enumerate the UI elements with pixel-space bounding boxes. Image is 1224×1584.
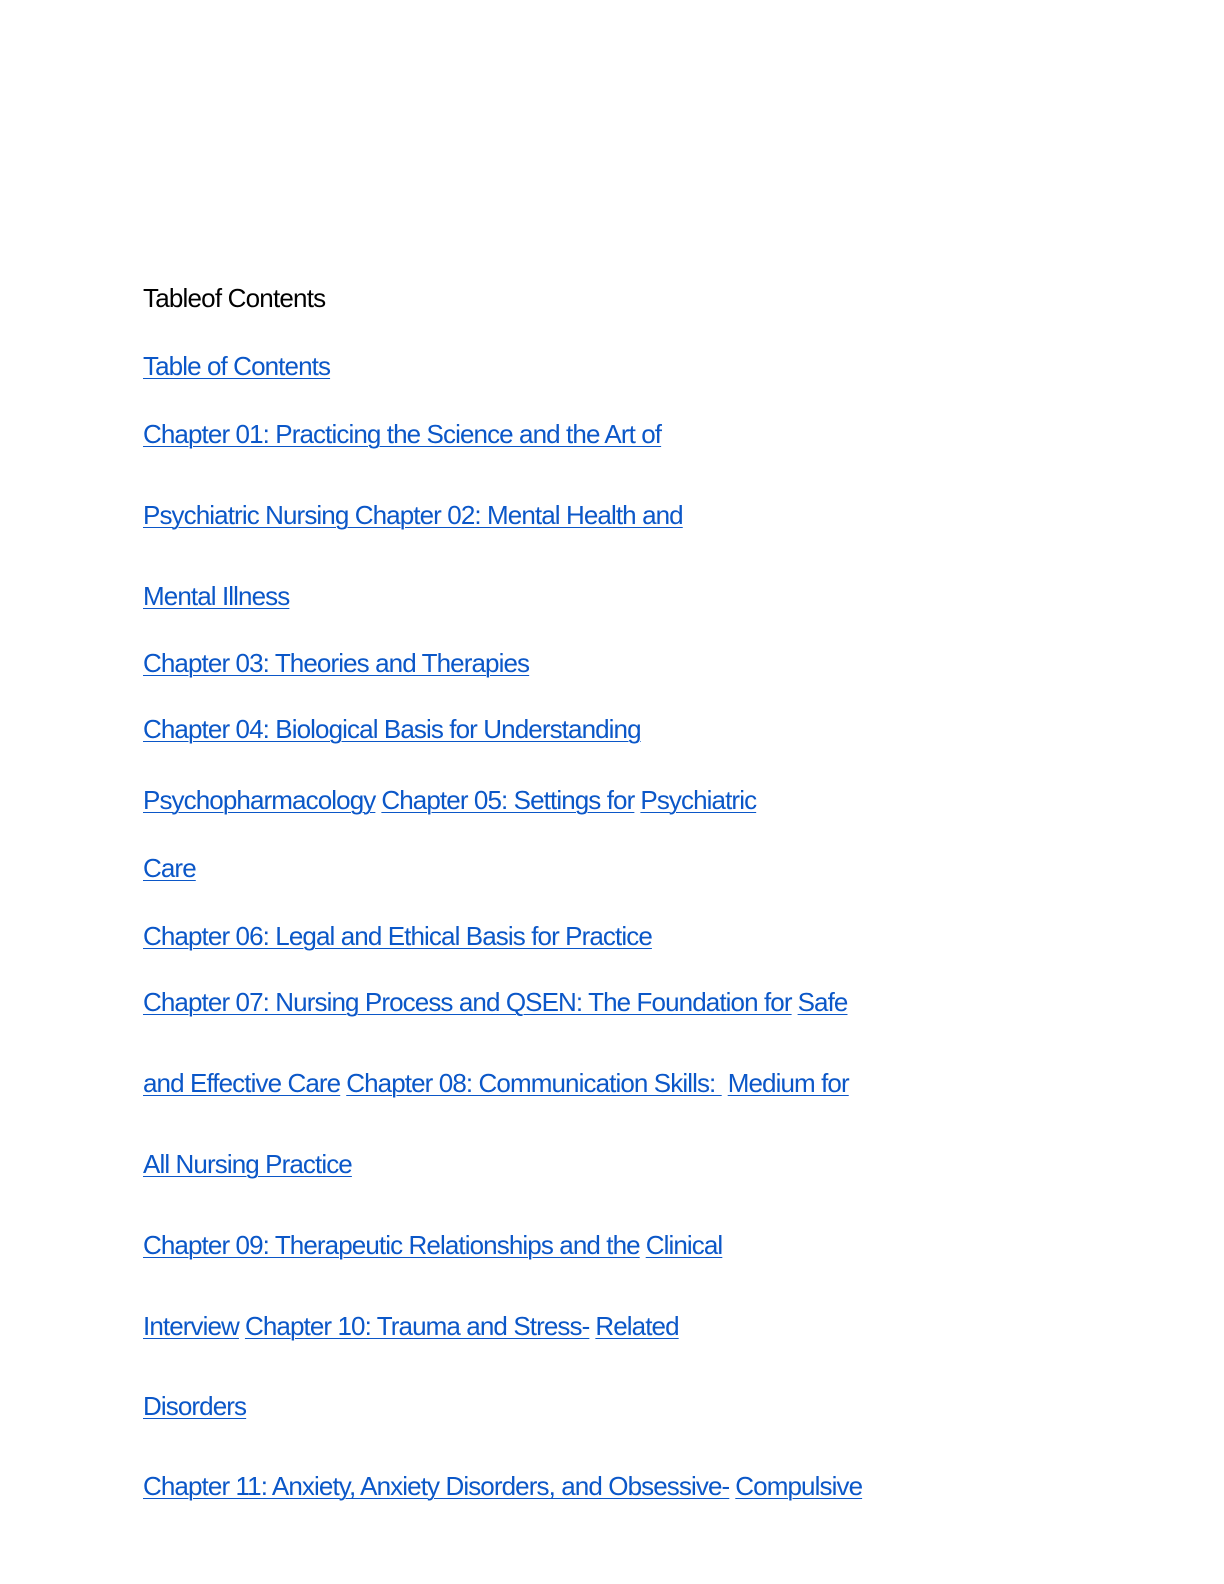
- toc-line: [143, 580, 289, 612]
- toc-link[interactable]: Chapter 06: Legal and Ethical Basis for Practice: [143, 921, 652, 951]
- toc-line: [143, 852, 196, 884]
- toc-link[interactable]: Chapter 11: Anxiety, Anxiety Disorders, and Obsessive-: [143, 1471, 730, 1501]
- toc-link[interactable]: Interview: [143, 1311, 239, 1341]
- toc-line: [143, 920, 652, 952]
- toc-line: [143, 1470, 862, 1502]
- toc-link[interactable]: Chapter 04: Biological Basis for Understanding: [143, 714, 641, 744]
- toc-link[interactable]: Psychiatric: [640, 785, 757, 815]
- toc-line: [143, 1148, 352, 1180]
- toc-heading: Tableof Contents: [143, 283, 326, 313]
- toc-link[interactable]: Chapter 09: Therapeutic Relationships and the: [143, 1230, 640, 1260]
- toc-link[interactable]: Clinical: [645, 1230, 723, 1260]
- toc-link[interactable]: Compulsive: [735, 1471, 863, 1501]
- toc-link[interactable]: All Nursing Practice: [143, 1149, 352, 1179]
- toc-line: [143, 418, 661, 450]
- toc-link[interactable]: Chapter 03: Theories and Therapies: [143, 648, 530, 678]
- toc-line: [143, 647, 529, 679]
- toc-link[interactable]: Psychopharmacology: [143, 785, 376, 815]
- toc-line: [143, 713, 641, 745]
- toc-link[interactable]: Disorders: [143, 1391, 247, 1421]
- toc-line: [143, 986, 848, 1018]
- toc-link[interactable]: Medium for: [727, 1068, 849, 1098]
- toc-link[interactable]: Chapter 05: Settings for: [381, 785, 635, 815]
- toc-link[interactable]: Chapter 07: Nursing Process and QSEN: The Foundation for: [143, 987, 792, 1017]
- toc-link[interactable]: Chapter 01: Practicing the Science and the Art of: [143, 419, 662, 449]
- toc-link[interactable]: Related: [595, 1311, 679, 1341]
- toc-link[interactable]: Chapter 08: Communication Skills:: [346, 1068, 722, 1098]
- toc-line: [143, 1390, 246, 1422]
- toc-link[interactable]: Table of Contents: [143, 351, 331, 381]
- toc-line: [143, 1229, 722, 1261]
- toc-link[interactable]: Safe: [797, 987, 848, 1017]
- toc-line: [143, 1310, 679, 1342]
- toc-link[interactable]: Mental Illness: [143, 581, 290, 611]
- toc-link[interactable]: Care: [143, 853, 196, 883]
- toc-line: [143, 1067, 849, 1099]
- toc-line: [143, 784, 756, 816]
- toc-link[interactable]: Chapter 10: Trauma and Stress-: [244, 1311, 590, 1341]
- toc-line: [143, 350, 330, 382]
- toc-line: [143, 499, 683, 531]
- toc-link[interactable]: and Effective Care: [143, 1068, 341, 1098]
- toc-link[interactable]: Psychiatric Nursing Chapter 02: Mental Health and: [143, 500, 683, 530]
